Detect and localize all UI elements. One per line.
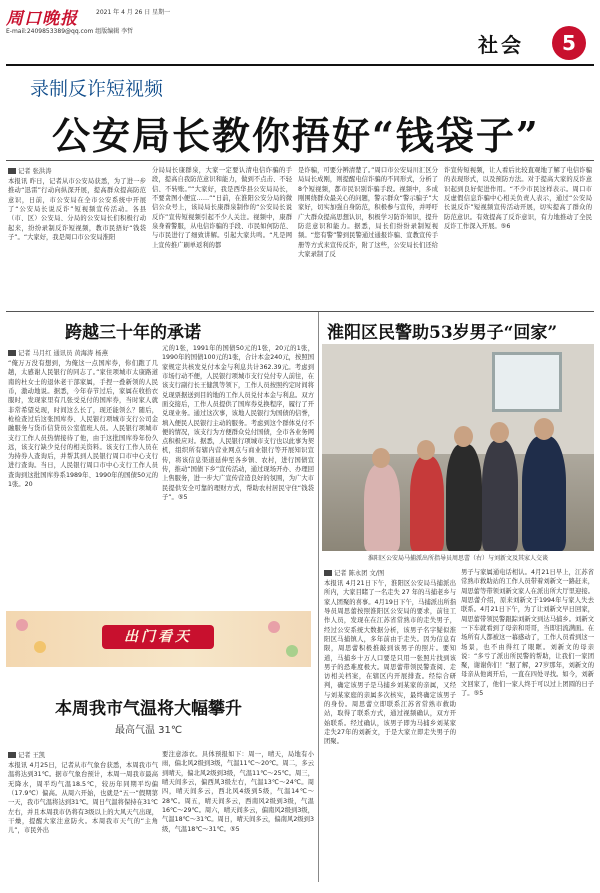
promise-byline-text: 记者 马月红 通讯员 黄海涛 杨燕 [18,350,108,357]
masthead [0,0,600,62]
promise-byline [8,348,108,357]
flower-decoration [286,645,298,657]
weather-byline [8,750,45,759]
lead-kicker: 录制反诈短视频 [30,78,164,100]
contact-email: E-mail:2409853389@qq.com 组版编辑 李哲 [6,28,134,35]
weather-column-2: 要注意添衣。具体预报如下：周一，晴天，局地有小雨，偏北风2级到3级，气温11℃～20℃。周二，多云到晴天，偏北风2级到3级，气温11℃～25℃。周三，晴天间多云，偏西风3级左右，气温13℃～24℃。周四，晴天间多云，西北风4级到5级，气温14℃～28℃。周五，晴天间多云，西南风2级到3级，气温16℃～29℃。周六，晴天间多云，偏南风2级到3级，气温18℃～31℃。周日，晴天间多云，偏南风2级到3级，气温18℃～31℃。⑤5 [162,751,314,833]
photo-head [534,418,554,440]
rescue-byline [324,568,384,577]
column-divider [318,312,319,882]
flower-decoration [16,619,28,631]
weather-column-1: 本报讯 4月25日，记者从市气象台获悉，本周我市气温将达到31℃。据市气象台预计，本周一周我市最高无降水，周平均气温18.5℃，较历年同期平均偏（17.9℃）偏高。从周六开始，也就是“五一”假期第一天，我市气温将达到31℃。周日气温将保持在31℃左右，并且本周我市仍将有3级以上的大风天气出现，干燥，提醒大家注意防火。本周我市天气的“主角儿”，市民外出 [8,762,158,835]
photo-person [482,440,518,551]
flower-decoration [268,621,280,633]
section-rule [6,311,594,312]
page-number-badge: 5 [552,26,586,60]
photo-window [492,352,562,412]
masthead-rule [6,64,594,66]
issue-date: 2021 年 4 月 26 日 星期一 [96,9,171,16]
photo-person [364,464,400,551]
byline-marker-icon [8,350,16,356]
lead-column-2: 分局局长康群泉，大家一定要认清电信诈骗的手段，提高自我防范意识和能力，做到不点击、不轻信、不转账。”“大家好，我是西华县公安局局长，不要贪图小便宜……”“日前，在淮阳公安分局的微信公众号上，该局局长康群泉制作的“公安局长说反诈”宣传短视频引起不少人关注。视频中，康群泉身着警服，从电信诈骗的手段、市民如何防范、与市民进行了细致讲解。引起大家共鸣。“凡是网上宣传推广刷单返利的都 [152,167,292,249]
byline-marker-icon [8,752,16,758]
paper-logo: 周口晚报 [6,9,78,29]
lead-byline-text: 记者 张洪涛 [18,168,52,175]
photo-police-officer [522,436,566,551]
rescue-headline: 淮阳区民警助53岁男子“回家” [327,323,558,343]
promise-headline: 跨越三十年的承诺 [65,323,201,343]
promise-column-2: 元的1张，1991年的国债50元的1张，20元的1张，1990年的国债100元的1张，合计本金240元，按照国家规定共核发兑付本金与利息共计362.39元。考虑到市场行动不便，人民银行项城市支行兑付专人前往，在该支行副行长王健凯等领下，工作人员按照约定时间将兑现票据送到目的地的工作人员兑付本金与利息。双方面交接后，工作人员提供了国库券兑换程序，履行了开兑现业务。通过这次事，该地人民银行为国债的信誉，填入便民人民银行主动的服务。考虑到这个群体兑付不便的情况，该支行为方便群众兑付国债，全市各业务网点积极应对。据悉，人民银行项城市支行也以此事为契机，组织所有辖内营业网点与商业银行等开展知识宣传，将该信息渠道延伸至各乡镇、农村，进行国债宣传，推动“国债下乡”宣传活动，通过现场开办、办理回上售服务，进一步大广宣传营造良好的氛围，为广大市民提供安全可靠的理财方式，帮助农村居民守住“钱袋子”。⑤5 [162,345,314,501]
banner-title: 出门看天 [124,629,192,645]
promise-column-1: “俺万万没有想到，为俺这一点国库券，你们跑了几趟，太感谢人民银行的同志了。”家住项城市太康路道南的杜女士的退休老干部家属，手捏一叠新领的人民币，激动地说。据悉，今年春节过后，家属在收拾衣服时，发现家里有几张受兑付的国库券，当时家人就非常希望兑现，时间这么长了，现还能领么？随后，枪检查过后这张国库券、人民银行项城市支行公司金融服务与货币信贷员公室值班人员。人民银行项城市支行工作人员热情接待了他，由于这批国库券年份久远，该支行缺少兑付的相关资料。该支行工作人员在为持券人查询后，并帮其到人民银行周口市中心支行进行查询。当日，人民银行周口市中心支行工作人员查询到这批国库券系1989年、1990年的国债50元的1张。20 [8,360,158,489]
weather-subheadline: 最高气温 31℃ [115,725,183,736]
photo-head [490,422,509,443]
lead-byline [8,166,52,175]
weather-headline: 本周我市气温将大幅攀升 [55,699,242,719]
rescue-column-2: 男子与家属通电话相认。4月21日早上，江苏省常熟市救助站的工作人员带着刘新文一路赶来，周思蕾等带领刘新文家人在派出所大厅里迎接。周思蕾介绍，原来刘新文于1994年与家人失去联系。4月21日下午，为了让刘新文早日回家，周思蕾带领民警跟踪刘新文到达马捕乡。刘新文一下车就看到了母亲和哥哥，当即泪流满面。在场所有人都被这一幕感动了，工作人员看到这一场景，也不由得红了眼眶。刘新文的母亲说：“多亏了派出所民警的帮助，让我们一家团聚，谢谢你们！”据了解，27岁那年，刘新文的母亲从他离开后，一直在四处寻找。如今，刘新文回家了，他们一家人终于可以过上团圆的日子了。⑤5 [461,569,594,698]
photo-person [410,456,444,551]
rescue-column-1: 本报讯 4月21日下午，淮阳区公安局马捕派出所内，大家目睹了一名走失 27 年的马捕老乡与家人团聚的喜事。4月19日下午，马捕派出所指导员周思蕾按照淮阳区公安局的要求，前往工作人员，发现在在江苏省常熟市的走失男子，经过公安系统大数据分析，该男子名字疑似淮阳区马捕镇人，多年前由于走失。因为信息有限，周思蕾积极推敲到该男子的照片。要知道，马捕乡十万人口要是只用一张照片找到该男子的恐难度极大。周思蕾带领民警查阅、走访相关档案，在辖区内开展排查。经综合研判，确定该男子是马捕乡刘某家的亲属，又经与刘某家庭的亲属多次核实，最终确定该男子的身份。周思蕾立即联系江苏省常熟市救助站，取得了联系方式，通过视频确认，双方开始联系。经过确认，该男子即为马捕乡刘某家走失27年的刘新文，于是大家立即走失男子的团聚。 [324,580,456,746]
lead-column-4: 诈宣传短视频，让人看后比较直观地了解了电信诈骗的表现形式，以及预防方法。对于提高大家的反诈意识起到良好促进作用。“不少市民这样表示。周口市反虚假信息诈骗中心相关负责人表示，通过“公安局长说反诈”短视频宣传活动开展，切实提高了群众的防范意识。有效提高了反诈意识，有力地推动了全民反诈工作深入开展。⑤6 [444,167,592,230]
byline-marker-icon [8,168,16,174]
section-title: 社会 [478,33,524,57]
photo-head [454,426,473,447]
news-photo [322,344,594,551]
photo-head [372,448,390,468]
photo-head [417,440,435,460]
lead-column-1: 本报讯 昨日，记者从市公安局获悉，为了进一步推动“迅雷”行动向纵深开展，提高群众提高防范意识，日前，市公安局在全市公安系统中开展了“公安局长说反诈”短视频宣传活动。各县（市、区）公安局、分局的公安局长们积极行动起来，纷纷录制反诈短视频，教市民捂好“钱袋子”。“大家好，我是周口市公安局淮阳 [8,178,146,241]
lead-column-3: 是诈骗，可要分辨清楚了。”周口市公安局川汇区分局局长成刚，则提醒电信诈骗的不同形式，分析了8个短视频，都市民识别诈骗手段。视频中，多成刚围绕群众最关心的问题，警示群众“警示骗子”大家好，切实加强自身防范，积极参与宣传，并呼吁广大群众提高思想认识，积极学习防诈知识，提升防范意识和能力。据悉，局长们纷纷录制短视频。“您有警”警到民警通过通报诈骗、宣教宣传手册等方式来宣传反诈，附了这些，公安局长们还给大家录制了反 [298,167,438,258]
photo-caption: 淮阳区公安局马捕派出所指导员周思蕾（右）与刘新文及其家人交谈 [367,555,548,562]
lead-headline: 公安局长教你捂好“钱袋子” [52,113,540,158]
byline-marker-icon [324,570,332,576]
lead-rule [6,160,594,161]
flower-decoration [34,641,46,653]
weather-byline-text: 记者 王凯 [18,752,46,759]
photo-person [446,444,482,551]
rescue-byline-text: 记者 陈永团 文/图 [334,570,385,577]
